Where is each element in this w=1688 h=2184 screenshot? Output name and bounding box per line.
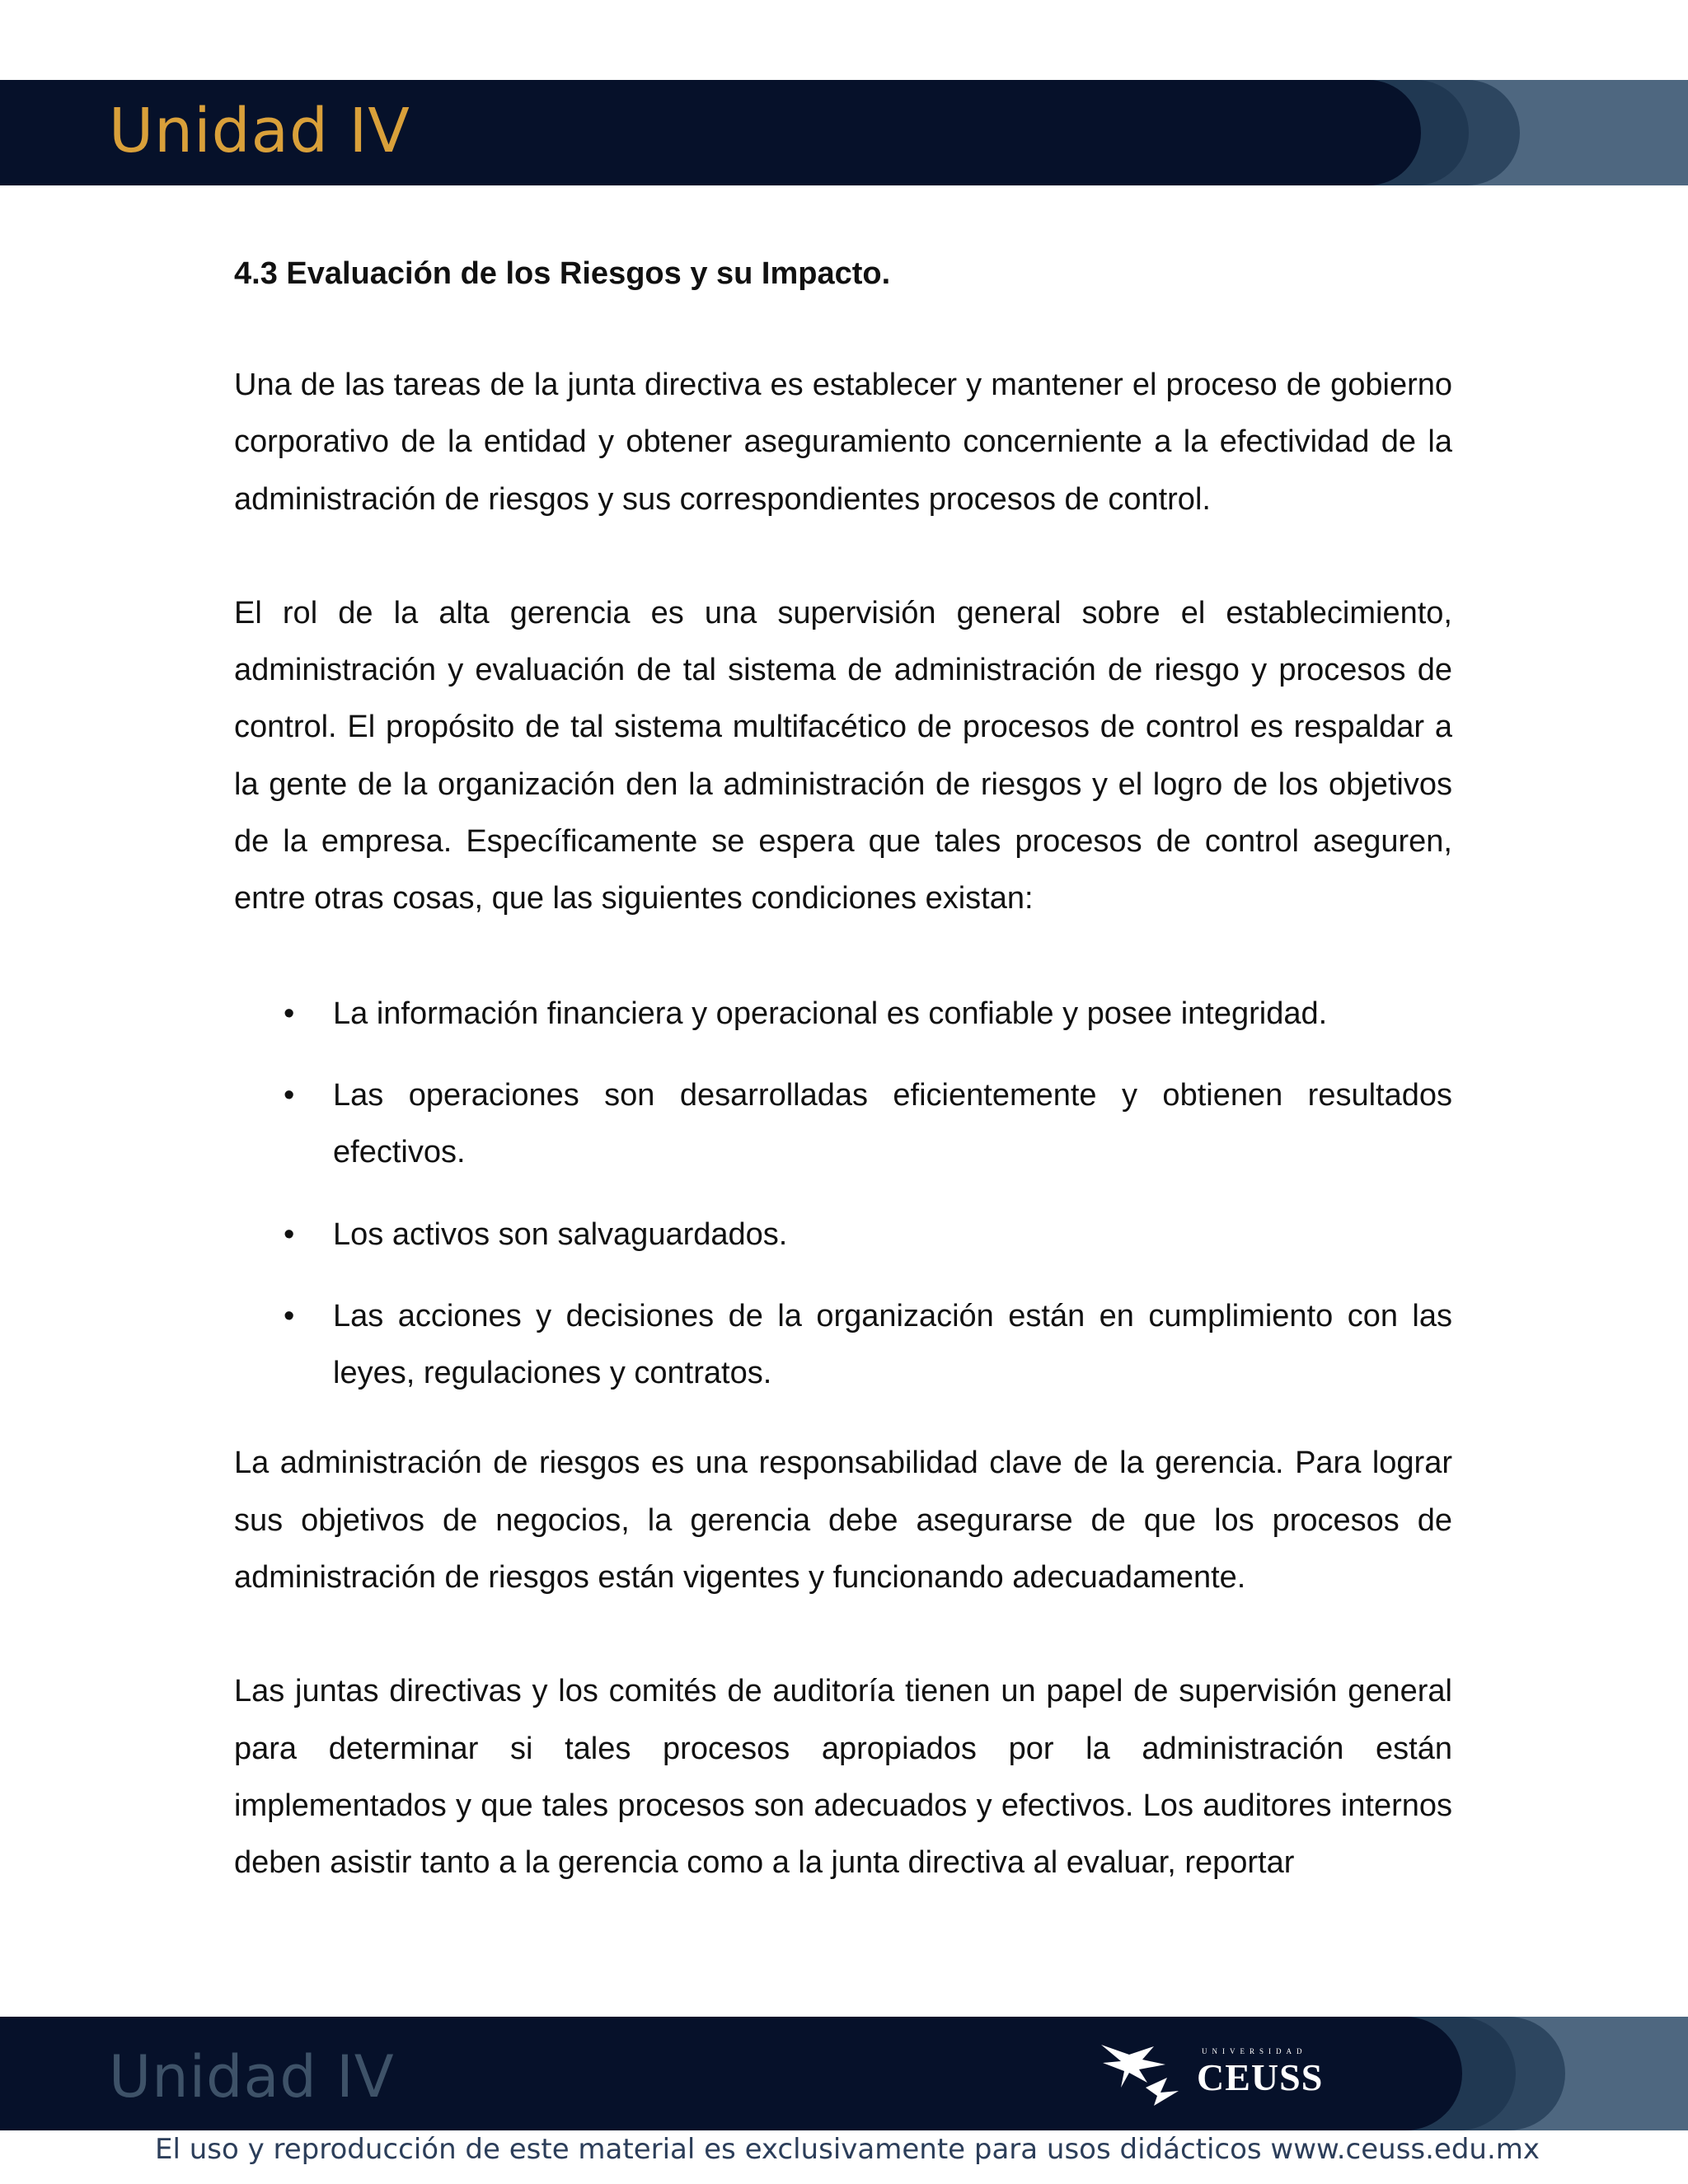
document-content [234,247,1452,1892]
paragraph: El rol de la alta gerencia es una supervisión general sobre el establecimiento, administración y evaluación de tal sistema de administración de riesgo y procesos de control. El propósito de tal sistema multifacético de procesos de control es respaldar a la gente de la organización den la administración de riesgos y el logro de los objetivos de la empresa. Específicamente se espera que tales procesos de control aseguren, entre otras cosas, que las siguientes condiciones existan: [234,595,1452,916]
bullet-icon: • [284,1216,295,1252]
list-item-text: Las operaciones son desarrolladas eficientemente y obtienen resultados efectivos. [333,1077,1452,1170]
list-item [234,986,1452,1043]
conditions-list [234,986,1452,1403]
footer-note: El uso y reproducción de este material es exclusivamente para usos didácticos www.ceuss.edu.mx [155,2133,1540,2166]
list-item [234,1207,1452,1263]
bullet-icon: • [284,1077,295,1113]
logo-text: CEUSS [1197,2056,1324,2098]
paragraph: La administración de riesgos es una responsabilidad clave de la gerencia. Para lograr sus objetivos de negocios, la gerencia debe asegurarse de que los procesos de administración de riesgos están vigentes y funcionando adecuadamente. [234,1446,1452,1596]
list-item-text: La información financiera y operacional es confiable y posee integridad. [333,996,1328,1031]
footer-band [0,2017,1688,2130]
section-title: 4.3 Evaluación de los Riesgos y su Impacto. [234,256,891,291]
logo-small-text: UNIVERSIDAD [1202,2047,1307,2055]
list-item-text: Los activos son salvaguardados. [333,1216,788,1252]
header-band [0,80,1688,185]
list-item [234,1067,1452,1182]
list-item-text: Las acciones y decisiones de la organización están en cumplimiento con las leyes, regulaciones y contratos. [333,1298,1452,1391]
paragraph: Las juntas directivas y los comités de auditoría tienen un papel de supervisión general para determinar si tales procesos apropiados por la administración están implementados y que tales procesos son adecuados y efectivos. Los auditores internos deben asistir tanto a la gerencia como a la junta directiva al evaluar, reportar [234,1674,1452,1881]
list-item [234,1288,1452,1403]
paragraph: Una de las tareas de la junta directiva es establecer y mantener el proceso de gobierno corporativo de la entidad y obtener aseguramiento concerniente a la efectividad de la administración de riesgos y sus correspondientes procesos de control. [234,368,1452,517]
footer-title: Unidad IV [109,2043,395,2111]
bullet-icon: • [284,996,295,1031]
header-title: Unidad IV [109,96,410,166]
bullet-icon: • [284,1298,295,1333]
